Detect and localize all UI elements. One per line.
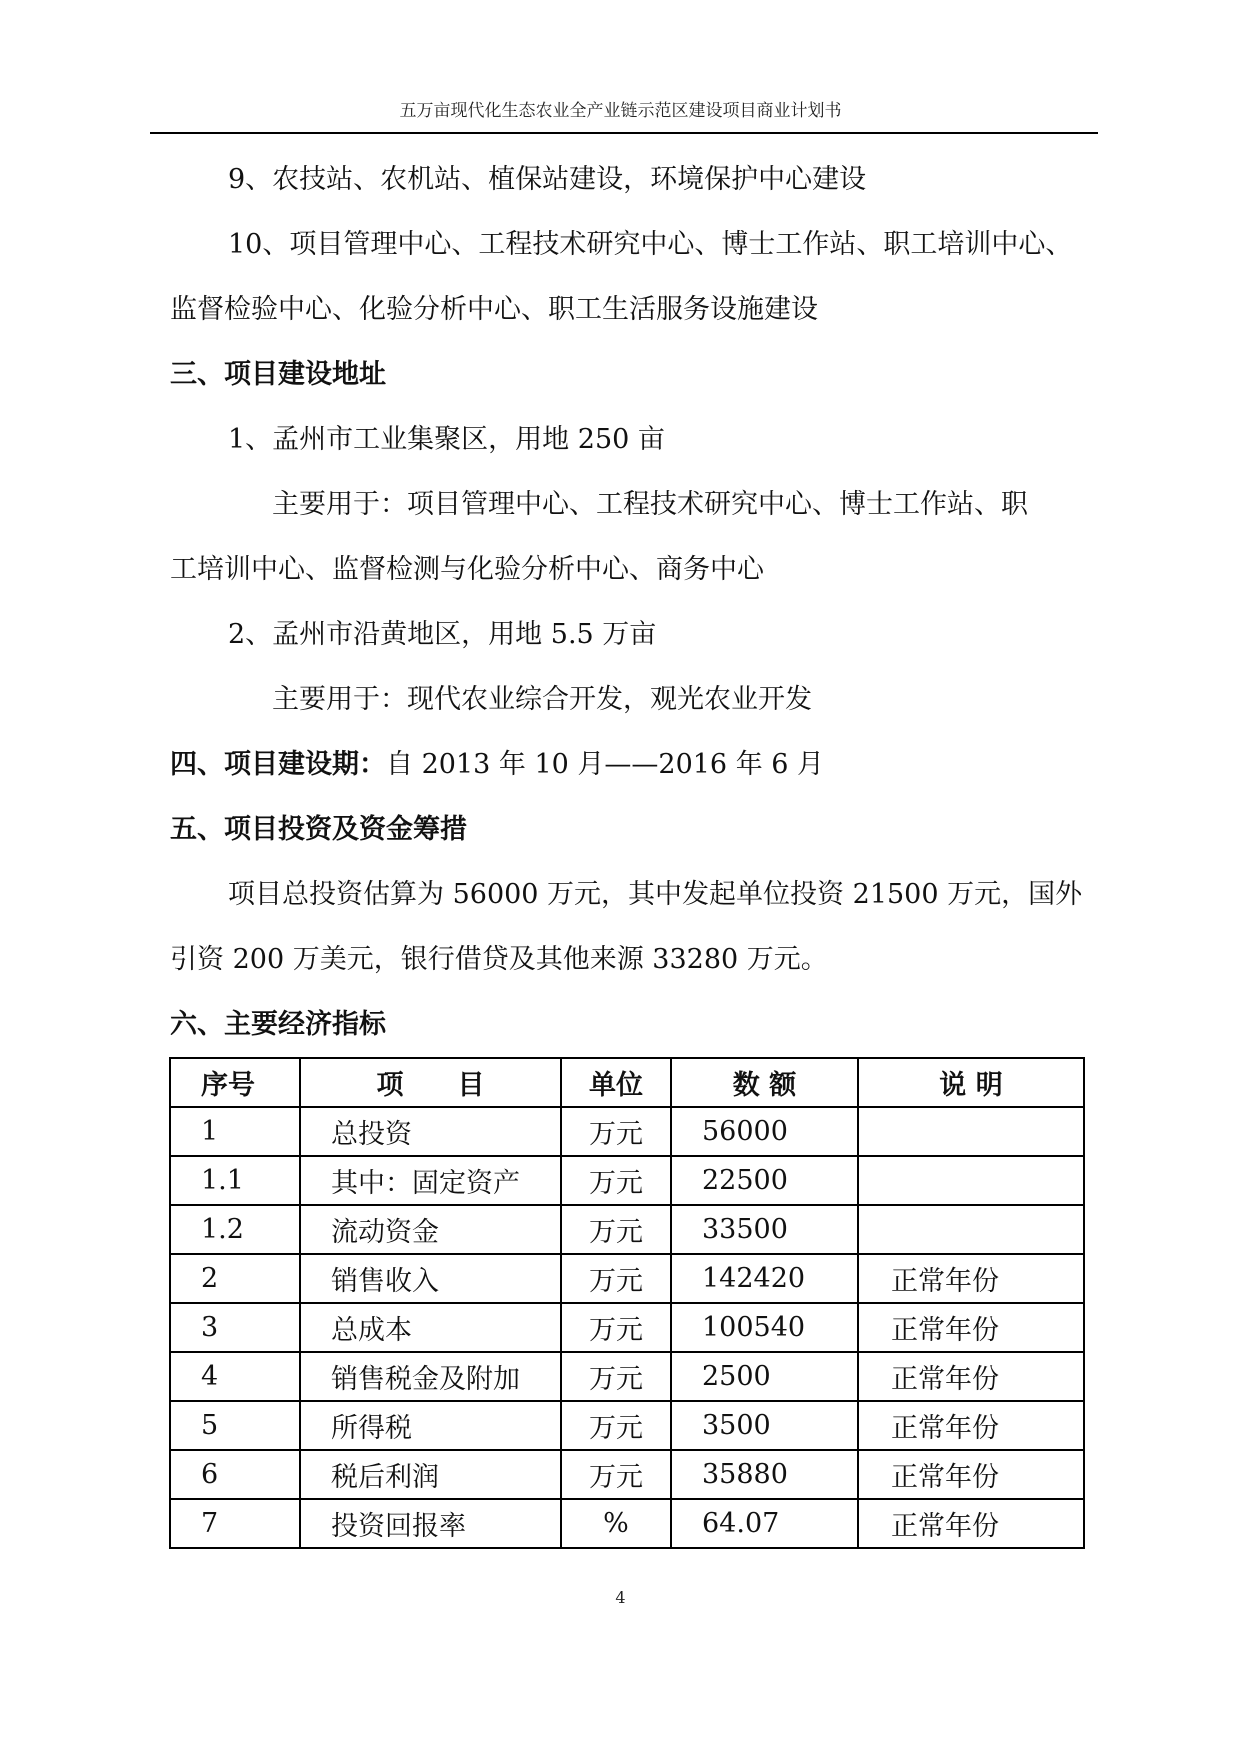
cell-note [858,1107,1084,1156]
cell-note: 正常年份 [858,1499,1084,1548]
cell-value: 22500 [671,1156,858,1205]
cell-seq: 7 [170,1499,300,1548]
cell-item: 销售税金及附加 [300,1352,561,1401]
cell-value: 56000 [671,1107,858,1156]
cell-seq: 3 [170,1303,300,1352]
table-row [170,1401,1084,1450]
cell-item: 总投资 [300,1107,561,1156]
investment-line-2: 引资 200 万美元，银行借贷及其他来源 33280 万元。 [170,944,828,975]
cell-seq: 1 [170,1107,300,1156]
cell-note [858,1205,1084,1254]
table-row [170,1499,1084,1548]
site-1-use-line-2: 工培训中心、监督检测与化验分析中心、商务中心 [170,554,764,585]
cell-seq: 6 [170,1450,300,1499]
cell-note: 正常年份 [858,1254,1084,1303]
section-4-title: 四、项目建设期： [170,749,386,780]
cell-value: 35880 [671,1450,858,1499]
cell-seq: 2 [170,1254,300,1303]
table-row [170,1254,1084,1303]
investment-line-1: 项目总投资估算为 56000 万元，其中发起单位投资 21500 万元，国外 [228,879,1083,910]
header-value: 数 额 [671,1058,858,1107]
cell-value: 142420 [671,1254,858,1303]
site-1: 1、孟州市工业集聚区，用地 250 亩 [228,424,665,455]
header-item: 项 目 [300,1058,561,1107]
cell-note: 正常年份 [858,1450,1084,1499]
table-row [170,1107,1084,1156]
table-row [170,1352,1084,1401]
cell-value: 3500 [671,1401,858,1450]
cell-unit: 万元 [561,1107,671,1156]
cell-item: 总成本 [300,1303,561,1352]
cell-item: 税后利润 [300,1450,561,1499]
running-header-title: 五万亩现代化生态农业全产业链示范区建设项目商业计划书 [399,101,842,121]
cell-unit: 万元 [561,1254,671,1303]
table-row [170,1450,1084,1499]
cell-unit: 万元 [561,1352,671,1401]
section-4-value: 自 2013 年 10 月——2016 年 6 月 [386,749,825,780]
cell-note: 正常年份 [858,1401,1084,1450]
cell-unit: 万元 [561,1401,671,1450]
cell-seq: 1.1 [170,1156,300,1205]
section-3-heading: 三、项目建设地址 [170,359,386,390]
section-6-heading: 六、主要经济指标 [170,1009,386,1040]
cell-note [858,1156,1084,1205]
header-note: 说 明 [858,1058,1084,1107]
cell-unit: 万元 [561,1450,671,1499]
cell-item: 投资回报率 [300,1499,561,1548]
table-header-row [170,1058,1084,1107]
table-row [170,1205,1084,1254]
header-unit: 单位 [561,1058,671,1107]
list-item-10-line-1: 10、项目管理中心、工程技术研究中心、博士工作站、职工培训中心、 [228,229,1073,260]
cell-seq: 5 [170,1401,300,1450]
site-1-use-line-1: 主要用于：项目管理中心、工程技术研究中心、博士工作站、职 [272,489,1028,520]
cell-unit: % [561,1499,671,1548]
list-item-9: 9、农技站、农机站、植保站建设，环境保护中心建设 [228,164,867,195]
header-divider [150,132,1098,134]
site-2: 2、孟州市沿黄地区，用地 5.5 万亩 [228,619,657,650]
cell-unit: 万元 [561,1156,671,1205]
cell-item: 销售收入 [300,1254,561,1303]
cell-value: 100540 [671,1303,858,1352]
cell-note: 正常年份 [858,1352,1084,1401]
cell-item: 所得税 [300,1401,561,1450]
section-4-heading [170,747,824,783]
cell-note: 正常年份 [858,1303,1084,1352]
cell-item: 流动资金 [300,1205,561,1254]
cell-seq: 1.2 [170,1205,300,1254]
cell-value: 33500 [671,1205,858,1254]
table-row [170,1303,1084,1352]
site-2-use: 主要用于：现代农业综合开发，观光农业开发 [272,684,812,715]
table-row [170,1156,1084,1205]
header-seq: 序号 [170,1058,300,1107]
economic-indicators-table [169,1057,1085,1549]
cell-item: 其中：固定资产 [300,1156,561,1205]
cell-value: 2500 [671,1352,858,1401]
list-item-10-line-2: 监督检验中心、化验分析中心、职工生活服务设施建设 [170,294,818,325]
cell-seq: 4 [170,1352,300,1401]
cell-unit: 万元 [561,1205,671,1254]
cell-unit: 万元 [561,1303,671,1352]
cell-value: 64.07 [671,1499,858,1548]
section-5-heading: 五、项目投资及资金筹措 [170,814,467,845]
page-number: 4 [615,1588,626,1607]
